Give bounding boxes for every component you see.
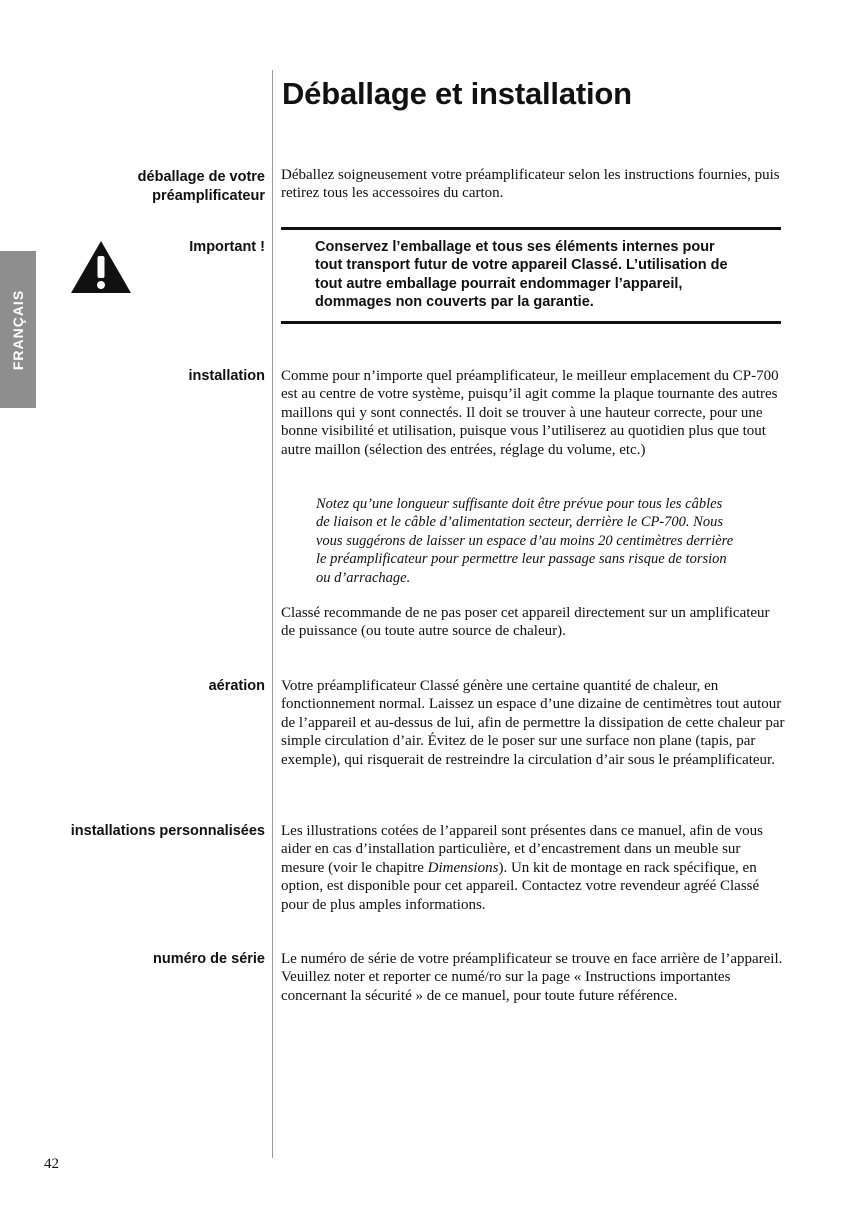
important-notice-text: Conservez l’emballage et tous ses éléments internes pour tout transport futur de votre appareil Classé. L’utilisation de tout autre emballage pourrait endommager l’appareil, dommages non couverts par la garantie. (315, 239, 728, 311)
column-divider (272, 70, 273, 1158)
important-notice-box (281, 227, 781, 324)
page-title: Déballage et installation (282, 76, 632, 111)
warning-triangle-icon (70, 240, 132, 294)
section-label-unpacking-line2: préamplificateur (152, 188, 265, 204)
page-number: 42 (44, 1156, 59, 1172)
unpacking-text: Déballez soigneusement votre préamplificateur selon les instructions fournies, puis retirez tous les accessoires du carton. (281, 167, 780, 202)
section-label-important: Important ! (189, 239, 265, 255)
language-tab (0, 251, 36, 408)
installation-note: Notez qu’une longueur suffisante doit être prévue pour tous les câbles de liaison et le câble d’alimentation secteur, derrière le CP-700. Nous vous suggérons de laisser un espace d’au moins 20 centimètres derrière le préamplificateur pour permettre leur passage sans risque de torsion ou d’arrachage. (316, 496, 734, 586)
custom-text-before: Les illustrations cotées de l’appareil sont présentes dans ce manuel, afin de vous aider en cas d’installation particulière, et d’encastrement dans un meuble sur mesure (voir le chapitre (281, 823, 763, 876)
custom-text-after: ). Un kit de montage en rack spécifique, en option, est disponible pour cet appareil. Contactez votre revendeur agréé Classé pour de plus amples informations. (281, 859, 760, 913)
section-label-unpacking-line1: déballage de votre (137, 169, 265, 185)
language-tab-label: FRANÇAIS (10, 289, 26, 370)
section-label-serial-number: numéro de série (152, 951, 265, 967)
section-label-ventilation: aération (208, 678, 265, 694)
installation-text-2: Classé recommande de ne pas poser cet appareil directement sur un amplificateur de puissance (ou toute autre source de chaleur). (281, 605, 770, 640)
serial-number-text: Le numéro de série de votre préamplificateur se trouve en face arrière de l’appareil. Veuillez noter et reporter ce numé/ro sur la page « Instructions importantes concernant la sécurité » de ce manuel, pour toute future référence. (281, 951, 783, 1004)
ventilation-text: Votre préamplificateur Classé génère une certaine quantité de chaleur, en fonctionnement normal. Laissez un espace d’une dizaine de centimètres tout autour de l’appareil et au-dessus de lui, afin de permettre la dissipation de cette chaleur par simple circulation d’air. Évitez de le poser sur une surface non plane (tapis, par exemple), qui risquerait de restreindre la circulation d’air sous le préamplificateur. (281, 678, 785, 768)
section-label-installation: installation (188, 368, 265, 384)
section-label-custom-installations: installations personnalisées (70, 823, 265, 839)
section-label-unpacking (138, 168, 265, 206)
dimensions-chapter-ref: Dimensions (427, 859, 499, 876)
installation-text: Comme pour n’importe quel préamplificateur, le meilleur emplacement du CP-700 est au centre de votre système, puisqu’il agit comme la plaque tournante des autres maillons qui y sont connectés. Il doit se trouver à une hauteur correcte, pour une bonne visibilité et utilisation, puisque vous l’utiliserez au quotidien plus que tout autre maillon (sélection des entrées, réglage du volume, etc.) (281, 368, 779, 458)
custom-installations-text (281, 822, 786, 914)
